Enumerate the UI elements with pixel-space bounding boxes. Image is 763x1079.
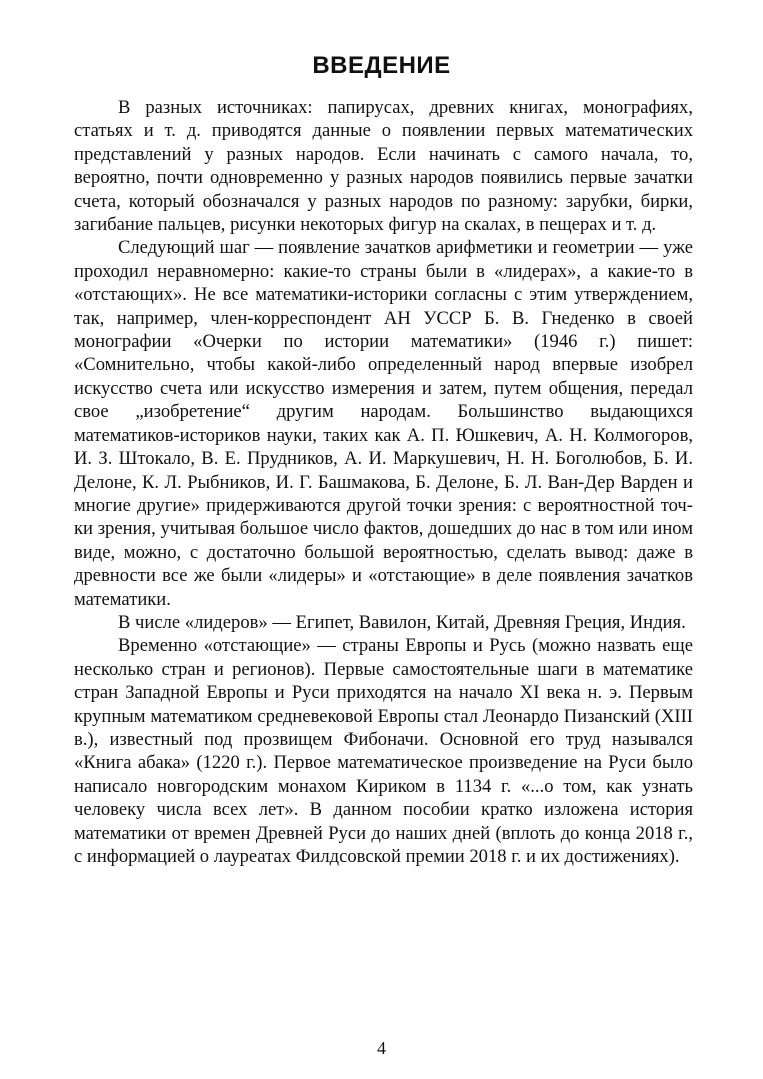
body-text xyxy=(74,96,693,868)
paragraph-4: Временно «отстающие» — страны Европы и Русь (можно назвать еще несколько стран и регионов). Первые самостоятельные шаги в математике стран Западной Европы и Руси приходятся на начало XI века н. э. Первым крупным математиком средневековой Европы стал Леонардо Пизанский (XIII в.), известный под прозвищем Фибоначи. Основной его труд назывался «Книга абака» (1220 г.). Первое математическое произведение на Руси было написало новгородским монахом Кириком в 1134 г. «...о том, как узнать человеку числа всех лет». В данном пособии кратко изложена история математики от времен Древней Руси до наших дней (вплоть до конца 2018 г., с информацией о лауреатах Филдсовской премии 2018 г. и их достижениях). xyxy=(74,635,693,867)
paragraph-3: В числе «лидеров» — Египет, Вавилон, Китай, Древняя Греция, Индия. xyxy=(118,611,686,633)
page-number: 4 xyxy=(377,1038,386,1058)
page-title: ВВЕДЕНИЕ xyxy=(312,52,451,79)
paragraph-1: В разных источниках: папирусах, древних книгах, монографиях, статьях и т. д. приводятся данные о появлении первых математических представлений у разных народов. Если начинать с самого начала, то, вероятно, почти одновременно у разных народов появились первые зачатки счета, который обозначался у разных народов по разному: зарубки, бирки, загибание пальцев, рисунки некоторых фигур на скалах, в пещерах и т. д. xyxy=(74,97,693,236)
paragraph-2: Следующий шаг — появление зачатков арифметики и геометрии — уже проходил неравномерно: какие-то страны были в «лидерах», а какие-то в «отстающих». Не все математики-историки согласны с этим утверждением, так, например, член-корреспондент АН УССР Б. В. Гнеденко в своей монографии «Очерки по истории математики» (1946 г.) пишет: «Сомнительно, чтобы какой-либо определенный народ впервые изобрел искусство счета или искусство измерения и затем, путем общения, передал свое „изобретение“ другим народам. Большинство выдающихся математиков-историков науки, таких как А. П. Юшкевич, А. Н. Колмогоров, И. З. Штокало, В. Е. Прудников, А. И. Маркушевич, Н. Н. Боголюбов, Б. И. Делоне, К. Л. Рыбников, И. Г. Башмакова, Б. Делоне, Б. Л. Ван-Дер Варден и многие другие» придерживаются другой точки зрения: с вероятностной точки зрения, учитывая большое число фактов, дошедших до нас в том или ином виде, можно, с достаточно большой вероятностью, сделать вывод: даже в древности все же были «лидеры» и «отстающие» в деле появления зачатков математики. xyxy=(74,237,693,610)
